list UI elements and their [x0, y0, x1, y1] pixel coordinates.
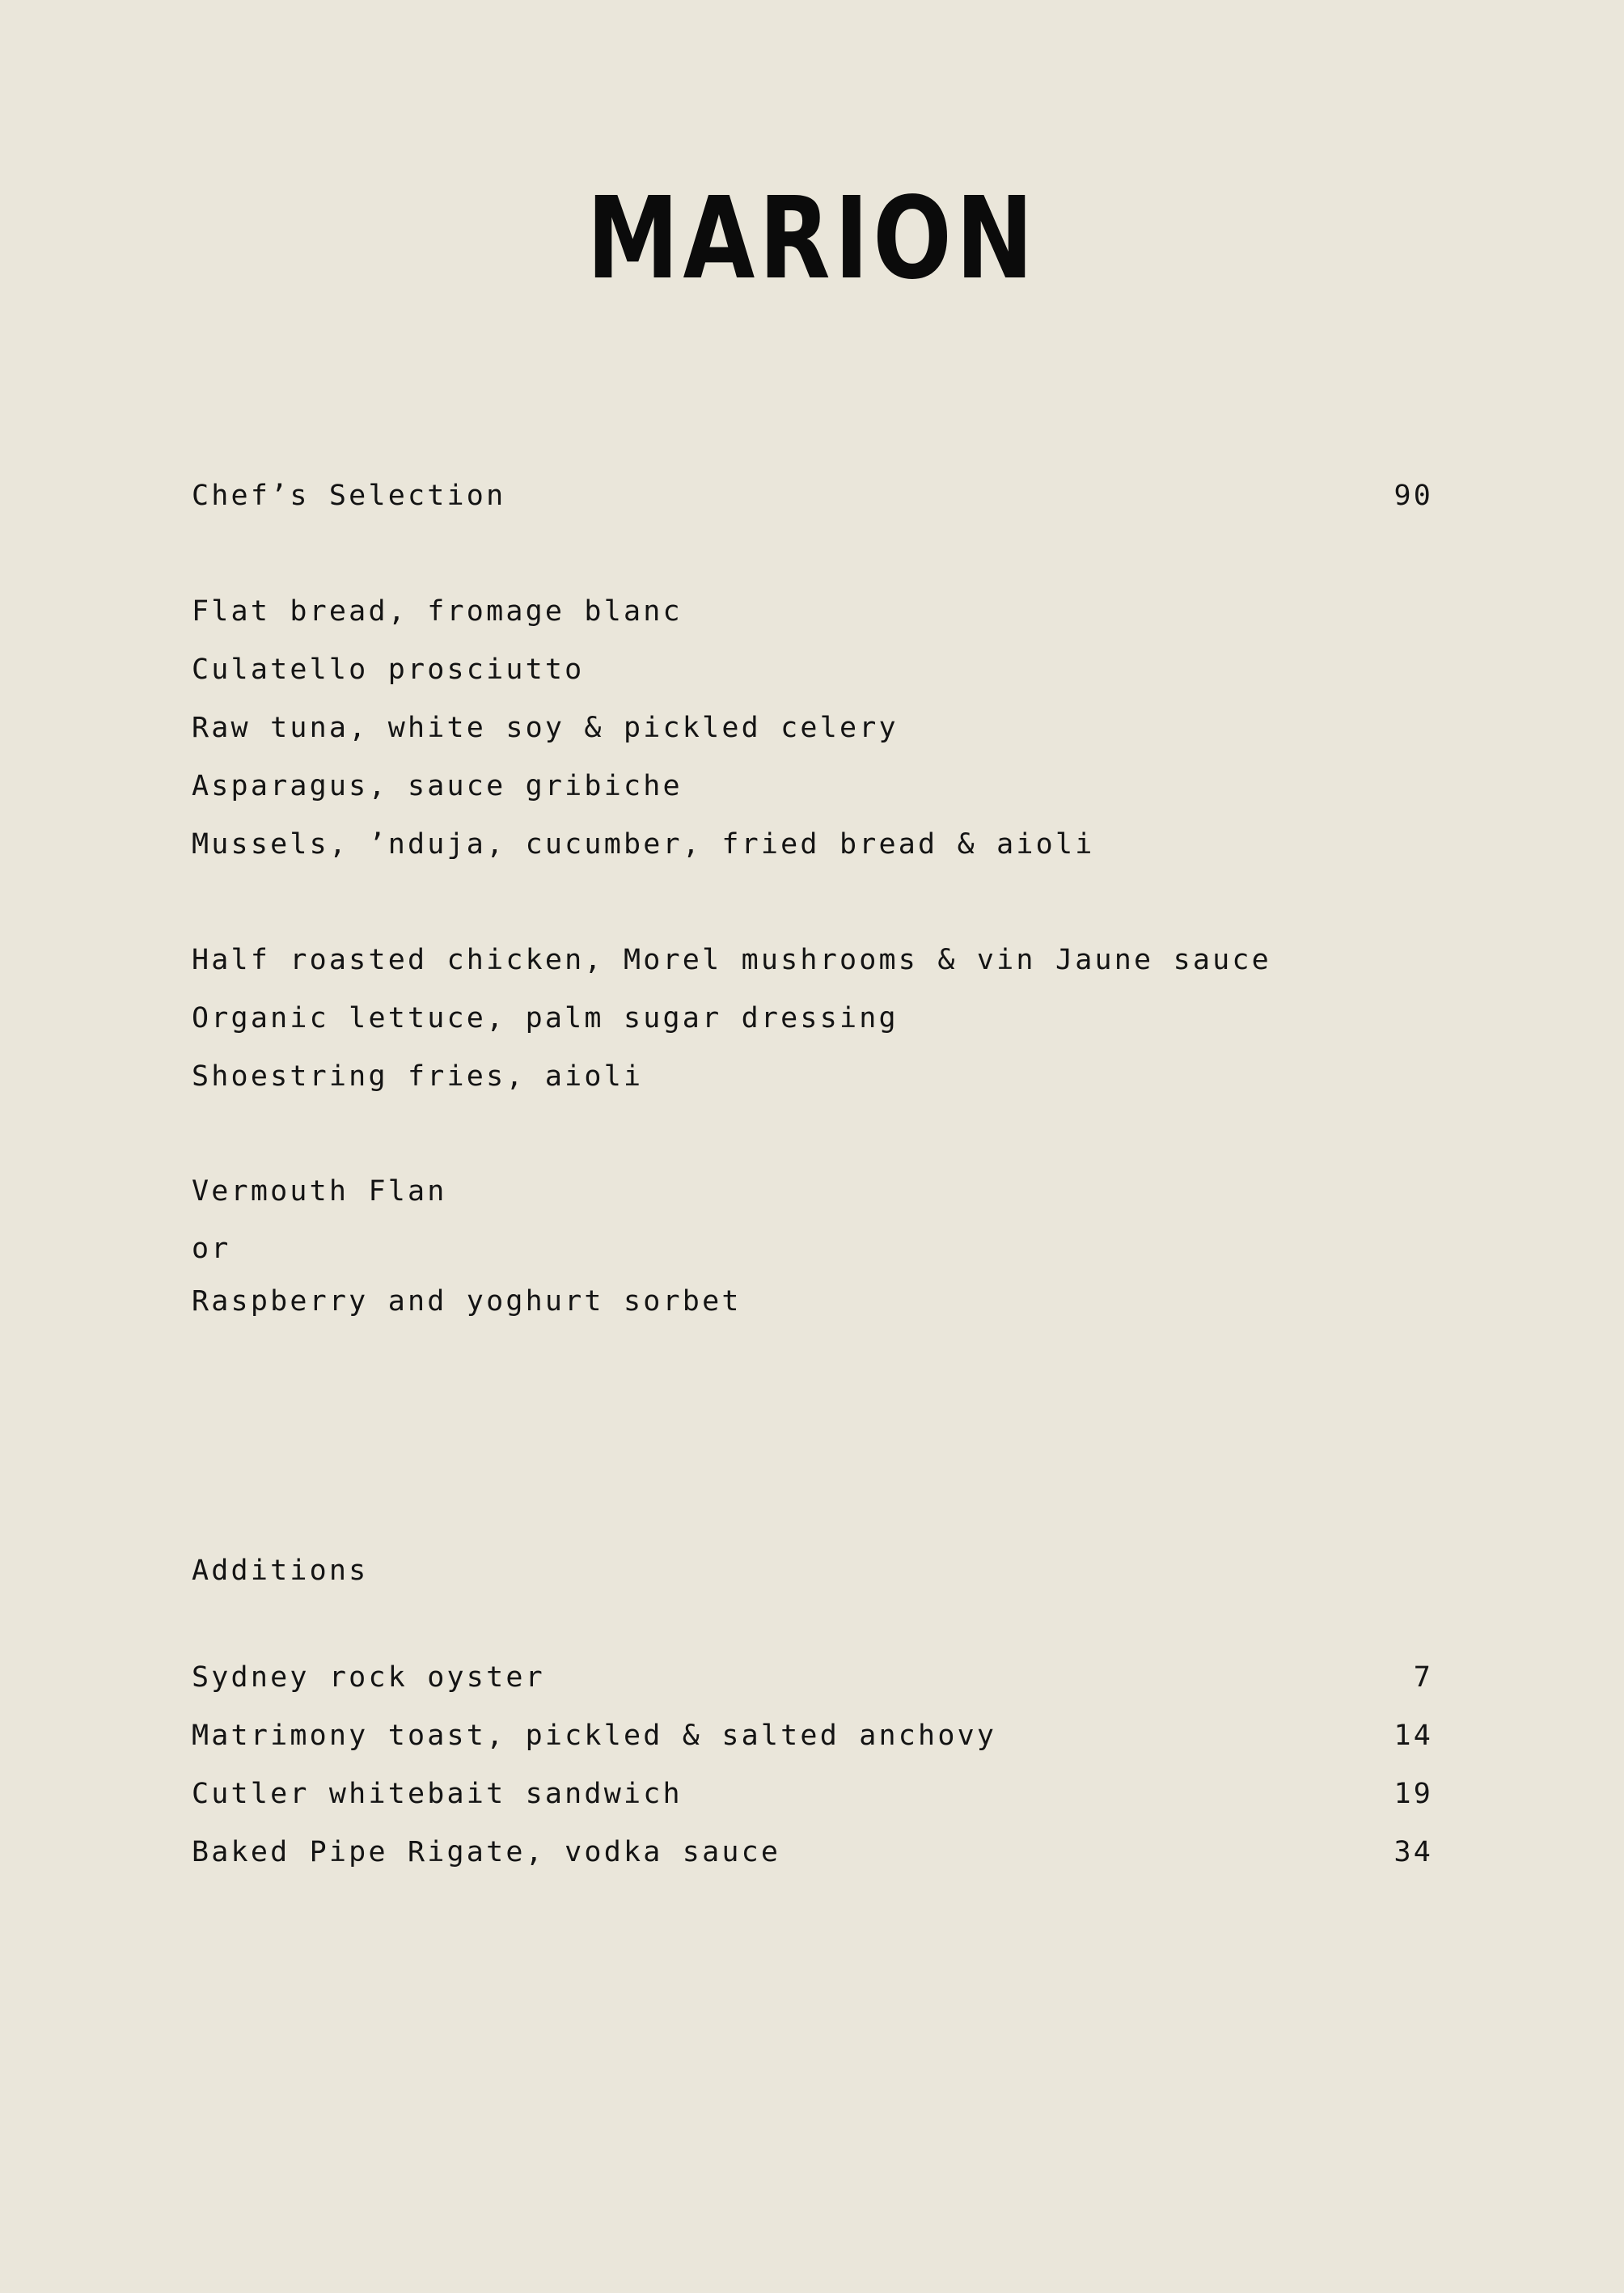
section-title: Additions	[192, 1555, 369, 1587]
menu-item: Shoestring fries, aioli	[192, 1060, 644, 1093]
additions-header	[192, 1553, 1433, 1589]
section-title: Chef’s Selection	[192, 480, 506, 512]
item-price: 14	[1394, 1720, 1433, 1752]
menu-item: Mussels, ’nduja, cucumber, fried bread & aioli	[192, 828, 1095, 861]
item-price: 34	[1394, 1836, 1433, 1868]
menu-item: Raspberry and yoghurt sorbet	[192, 1285, 742, 1318]
menu-item: Flat bread, fromage blanc	[192, 595, 683, 628]
item-price: 7	[1413, 1661, 1433, 1694]
chefs-selection-header	[192, 478, 1433, 514]
menu-item: Half roasted chicken, Morel mushrooms & vin Jaune sauce	[192, 944, 1271, 976]
menu-item: Raw tuna, white soy & pickled celery	[192, 712, 899, 744]
menu-item: or	[192, 1233, 231, 1265]
addition-item: Matrimony toast, pickled & salted anchovy 14	[192, 1720, 1433, 1752]
brand-logo: MARION	[586, 173, 1038, 305]
menu-item: Culatello prosciutto	[192, 654, 585, 686]
section-price: 90	[1394, 480, 1433, 512]
menu-item: Vermouth Flan	[192, 1175, 447, 1208]
addition-item: Cutler whitebait sandwich 19	[192, 1778, 1433, 1810]
addition-item: Sydney rock oyster 7	[192, 1661, 1433, 1694]
item-price: 19	[1394, 1778, 1433, 1810]
menu-item: Organic lettuce, palm sugar dressing	[192, 1002, 899, 1034]
addition-item: Baked Pipe Rigate, vodka sauce 34	[192, 1836, 1433, 1868]
menu-item: Asparagus, sauce gribiche	[192, 770, 683, 802]
